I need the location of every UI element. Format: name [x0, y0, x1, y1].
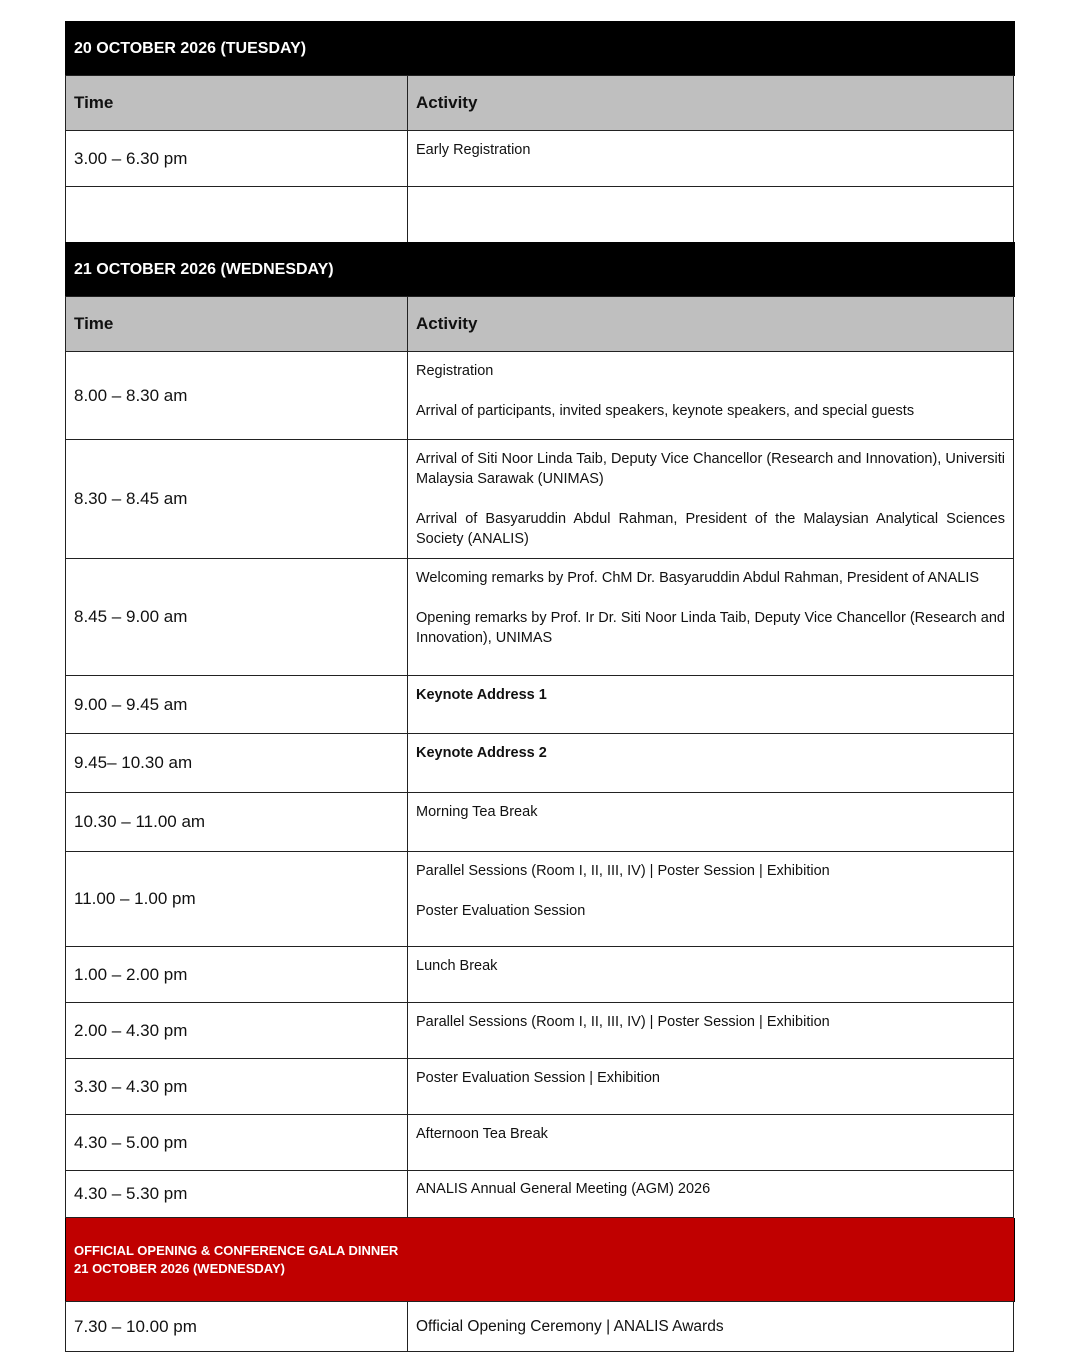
empty-row: [65, 187, 1015, 242]
time-cell: 11.00 – 1.00 pm: [65, 851, 408, 947]
time-cell: 8.45 – 9.00 am: [65, 558, 408, 676]
column-header-activity: Activity: [407, 296, 1014, 352]
empty-activity-cell: [407, 186, 1014, 242]
table-row: [65, 676, 1015, 734]
keynote-title: Keynote Address 1: [416, 687, 547, 703]
time-cell: 2.00 – 4.30 pm: [65, 1002, 408, 1059]
table-row: [65, 947, 1015, 1003]
activity-text: Welcoming remarks by Prof. ChM Dr. Basyaruddin Abdul Rahman, President of ANALIS: [416, 570, 980, 586]
table-row: [65, 1059, 1015, 1115]
time-cell: 4.30 – 5.30 pm: [65, 1170, 408, 1218]
activity-text: Parallel Sessions (Room I, II, III, IV) | Poster Session | Exhibition: [416, 1014, 830, 1030]
activity-cell: [407, 351, 1014, 440]
activity-cell: [407, 1170, 1014, 1218]
activity-text: Registration: [416, 363, 494, 379]
table-row: [65, 352, 1015, 440]
table-row: [65, 1171, 1015, 1218]
time-cell: 8.30 – 8.45 am: [65, 439, 408, 559]
table-row: [65, 1003, 1015, 1059]
time-cell: 7.30 – 10.00 pm: [65, 1301, 408, 1352]
table-row: [65, 734, 1015, 793]
table-row: [65, 131, 1015, 187]
activity-text: Afternoon Tea Break: [416, 1126, 548, 1142]
activity-cell: [407, 733, 1014, 793]
time-cell: 8.00 – 8.30 am: [65, 351, 408, 440]
column-header-time: Time: [65, 296, 408, 352]
column-header-row: [65, 76, 1015, 131]
activity-cell: [407, 946, 1014, 1003]
table-row: [65, 1302, 1015, 1352]
gala-header-date: 21 OCTOBER 2026 (WEDNESDAY): [74, 1261, 285, 1276]
activity-cell: [407, 1002, 1014, 1059]
time-cell: 9.45– 10.30 am: [65, 733, 408, 793]
activity-cell: [407, 439, 1014, 559]
time-cell: 4.30 – 5.00 pm: [65, 1114, 408, 1171]
activity-cell: [407, 1058, 1014, 1115]
activity-text: Official Opening Ceremony | ANALIS Awards: [416, 1317, 724, 1335]
activity-text: Arrival of Basyaruddin Abdul Rahman, President of the Malaysian Analytical Sciences Society (ANALIS): [416, 511, 1005, 547]
time-cell: 9.00 – 9.45 am: [65, 675, 408, 734]
column-header-activity: Activity: [407, 75, 1014, 131]
activity-text: Poster Evaluation Session: [416, 903, 586, 919]
activity-text: ANALIS Annual General Meeting (AGM) 2026: [416, 1181, 711, 1197]
keynote-title: Keynote Address 2: [416, 745, 547, 761]
time-cell: 3.00 – 6.30 pm: [65, 130, 408, 187]
gala-header: [65, 1218, 1015, 1302]
column-header-row: [65, 297, 1015, 352]
day-header-title: 20 OCTOBER 2026 (TUESDAY): [74, 39, 307, 57]
time-cell: 3.30 – 4.30 pm: [65, 1058, 408, 1115]
day-header-title: 21 OCTOBER 2026 (WEDNESDAY): [74, 260, 334, 278]
time-cell: 10.30 – 11.00 am: [65, 792, 408, 852]
activity-cell: [407, 792, 1014, 852]
day-header: [65, 242, 1015, 297]
activity-cell: [407, 851, 1014, 947]
activity-text: Arrival of Siti Noor Linda Taib, Deputy Vice Chancellor (Research and Innovation), Universiti Malaysia Sarawak (UNIMAS): [416, 451, 1005, 487]
table-row: [65, 559, 1015, 676]
table-row: [65, 793, 1015, 852]
activity-cell: [407, 558, 1014, 676]
gala-header-title: OFFICIAL OPENING & CONFERENCE GALA DINNER: [74, 1243, 399, 1258]
activity-text: Morning Tea Break: [416, 804, 538, 820]
column-header-time: Time: [65, 75, 408, 131]
activity-text: Poster Evaluation Session | Exhibition: [416, 1070, 660, 1086]
table-row: [65, 852, 1015, 947]
activity-cell: [407, 1114, 1014, 1171]
table-row: [65, 440, 1015, 559]
empty-time-cell: [65, 186, 408, 242]
activity-text: Opening remarks by Prof. Ir Dr. Siti Noor Linda Taib, Deputy Vice Chancellor (Research and Innovation), UNIMAS: [416, 610, 1005, 646]
activity-text: Arrival of participants, invited speakers, keynote speakers, and special guests: [416, 403, 915, 419]
activity-cell: [407, 675, 1014, 734]
time-cell: 1.00 – 2.00 pm: [65, 946, 408, 1003]
day-header: [65, 21, 1015, 76]
activity-text: Early Registration: [416, 142, 531, 158]
activity-text: Lunch Break: [416, 958, 498, 974]
conference-schedule: [65, 21, 1015, 1352]
activity-text: Parallel Sessions (Room I, II, III, IV) | Poster Session | Exhibition: [416, 863, 830, 879]
activity-cell: [407, 1301, 1014, 1352]
table-row: [65, 1115, 1015, 1171]
activity-cell: [407, 130, 1014, 187]
